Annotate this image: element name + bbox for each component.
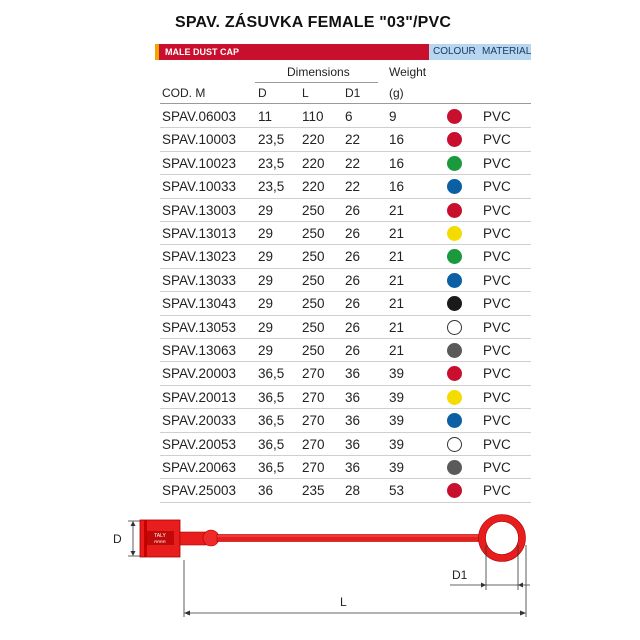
table-row bbox=[0, 293, 640, 316]
row-code: SPAV.13033 bbox=[162, 272, 237, 288]
row-d1: 26 bbox=[345, 249, 361, 265]
weight-header: Weight bbox=[389, 65, 427, 79]
row-code: SPAV.13003 bbox=[162, 202, 237, 218]
table-row bbox=[0, 434, 640, 457]
colour-swatch bbox=[447, 390, 462, 405]
colour-header: COLOUR bbox=[433, 46, 476, 57]
row-code: SPAV.20003 bbox=[162, 366, 237, 382]
row-d1: 36 bbox=[345, 389, 361, 405]
row-code: SPAV.06003 bbox=[162, 109, 237, 124]
row-material: PVC bbox=[483, 155, 511, 171]
row-weight: 21 bbox=[389, 319, 405, 335]
row-divider bbox=[160, 151, 531, 152]
table-row bbox=[0, 270, 640, 293]
row-code: SPAV.13043 bbox=[162, 296, 237, 312]
row-d1: 36 bbox=[345, 460, 361, 475]
tether-strap bbox=[217, 535, 479, 542]
row-d: 36,5 bbox=[258, 460, 285, 475]
row-divider bbox=[160, 244, 531, 245]
table-row bbox=[0, 457, 640, 480]
colour-swatch bbox=[447, 460, 462, 475]
row-material: PVC bbox=[483, 413, 511, 429]
table-row bbox=[0, 223, 640, 246]
colour-swatch bbox=[447, 483, 462, 498]
header-rule bbox=[160, 103, 531, 104]
row-d1: 36 bbox=[345, 413, 361, 429]
colour-swatch bbox=[447, 109, 462, 124]
table-row bbox=[0, 200, 640, 223]
row-d: 36,5 bbox=[258, 436, 285, 452]
row-weight: 21 bbox=[389, 202, 405, 218]
row-l: 250 bbox=[302, 343, 325, 358]
row-d: 11 bbox=[258, 109, 273, 124]
row-l: 220 bbox=[302, 155, 325, 171]
code-header: COD. M bbox=[162, 86, 206, 100]
row-code: SPAV.20033 bbox=[162, 413, 237, 429]
d1-header: D1 bbox=[345, 86, 361, 100]
row-material: PVC bbox=[483, 389, 511, 405]
row-l: 270 bbox=[302, 436, 325, 452]
row-d: 29 bbox=[258, 202, 274, 218]
row-d: 36,5 bbox=[258, 389, 285, 405]
row-material: PVC bbox=[483, 319, 511, 335]
table-row bbox=[0, 387, 640, 410]
row-l: 220 bbox=[302, 132, 325, 148]
dimensions-header: Dimensions bbox=[287, 65, 350, 79]
table-row bbox=[0, 340, 640, 363]
row-weight: 53 bbox=[389, 483, 405, 499]
row-weight: 16 bbox=[389, 179, 405, 195]
row-code: SPAV.13063 bbox=[162, 343, 237, 358]
row-divider bbox=[160, 174, 531, 175]
colour-swatch bbox=[447, 320, 462, 335]
row-l: 270 bbox=[302, 460, 325, 475]
row-d1: 26 bbox=[345, 296, 361, 312]
row-d: 36 bbox=[258, 483, 274, 499]
row-divider bbox=[160, 408, 531, 409]
row-weight: 16 bbox=[389, 155, 405, 171]
row-l: 270 bbox=[302, 413, 325, 429]
row-divider bbox=[160, 385, 531, 386]
row-divider bbox=[160, 455, 531, 456]
row-material: PVC bbox=[483, 272, 511, 288]
table-row bbox=[0, 410, 640, 433]
material-header: MATERIAL bbox=[482, 46, 532, 57]
dimension-l bbox=[184, 545, 526, 617]
row-d1: 22 bbox=[345, 179, 361, 195]
row-weight: 39 bbox=[389, 366, 405, 382]
row-l: 250 bbox=[302, 319, 325, 335]
colour-swatch bbox=[447, 437, 462, 452]
row-weight: 39 bbox=[389, 436, 405, 452]
row-material: PVC bbox=[483, 179, 511, 195]
colour-swatch bbox=[447, 156, 462, 171]
colour-swatch bbox=[447, 226, 462, 241]
page-title: SPAV. ZÁSUVKA FEMALE "03"/PVC bbox=[175, 14, 452, 31]
colour-swatch bbox=[447, 273, 462, 288]
row-l: 110 bbox=[302, 109, 324, 124]
row-d1: 28 bbox=[345, 483, 361, 499]
column-group-header bbox=[429, 44, 531, 60]
row-weight: 21 bbox=[389, 296, 405, 312]
row-material: PVC bbox=[483, 436, 511, 452]
colour-swatch bbox=[447, 413, 462, 428]
colour-swatch bbox=[447, 249, 462, 264]
row-weight: 21 bbox=[389, 226, 405, 241]
row-material: PVC bbox=[483, 343, 511, 358]
row-divider bbox=[160, 127, 531, 128]
row-material: PVC bbox=[483, 296, 511, 312]
l-label: L bbox=[340, 595, 347, 609]
row-l: 270 bbox=[302, 389, 325, 405]
row-material: PVC bbox=[483, 226, 511, 241]
row-code: SPAV.20013 bbox=[162, 389, 237, 405]
d-label: D bbox=[113, 532, 122, 546]
row-d: 23,5 bbox=[258, 179, 285, 195]
row-weight: 39 bbox=[389, 413, 405, 429]
row-d: 29 bbox=[258, 272, 274, 288]
row-d1: 26 bbox=[345, 319, 361, 335]
row-material: PVC bbox=[483, 249, 511, 265]
dust-cap-drawing bbox=[0, 505, 640, 640]
table-row bbox=[0, 317, 640, 340]
row-d1: 26 bbox=[345, 343, 361, 358]
table-row bbox=[0, 363, 640, 386]
row-d1: 26 bbox=[345, 226, 361, 241]
row-divider bbox=[160, 338, 531, 339]
row-code: SPAV.20063 bbox=[162, 460, 237, 475]
row-d: 23,5 bbox=[258, 155, 285, 171]
row-material: PVC bbox=[483, 109, 511, 124]
row-code: SPAV.10003 bbox=[162, 132, 237, 148]
row-d1: 22 bbox=[345, 155, 361, 171]
cap-body bbox=[140, 520, 219, 557]
row-d: 29 bbox=[258, 226, 274, 241]
tether-ring bbox=[479, 515, 526, 562]
row-divider bbox=[160, 502, 531, 503]
row-code: SPAV.13023 bbox=[162, 249, 237, 265]
row-l: 250 bbox=[302, 249, 325, 265]
row-divider bbox=[160, 198, 531, 199]
row-divider bbox=[160, 268, 531, 269]
row-weight: 16 bbox=[389, 132, 405, 148]
l-header: L bbox=[302, 86, 309, 100]
row-l: 220 bbox=[302, 179, 325, 195]
row-code: SPAV.13013 bbox=[162, 226, 237, 241]
row-d1: 26 bbox=[345, 202, 361, 218]
row-material: PVC bbox=[483, 483, 511, 499]
table-row bbox=[0, 246, 640, 269]
dimensions-underline bbox=[255, 82, 378, 83]
row-material: PVC bbox=[483, 202, 511, 218]
colour-swatch bbox=[447, 132, 462, 147]
row-divider bbox=[160, 478, 531, 479]
row-d: 29 bbox=[258, 296, 274, 312]
row-l: 250 bbox=[302, 296, 325, 312]
row-code: SPAV.20053 bbox=[162, 436, 237, 452]
row-material: PVC bbox=[483, 460, 511, 475]
cap-text-top: TALY bbox=[154, 533, 166, 539]
row-material: PVC bbox=[483, 132, 511, 148]
colour-swatch bbox=[447, 203, 462, 218]
table-row bbox=[0, 480, 640, 503]
row-divider bbox=[160, 432, 531, 433]
row-code: SPAV.10033 bbox=[162, 179, 237, 195]
row-divider bbox=[160, 315, 531, 316]
row-material: PVC bbox=[483, 366, 511, 382]
row-weight: 39 bbox=[389, 389, 405, 405]
colour-swatch bbox=[447, 366, 462, 381]
row-code: SPAV.13053 bbox=[162, 319, 237, 335]
row-d: 29 bbox=[258, 343, 274, 358]
row-l: 250 bbox=[302, 226, 325, 241]
category-bar bbox=[155, 44, 531, 60]
colour-swatch bbox=[447, 343, 462, 358]
row-d1: 26 bbox=[345, 272, 361, 288]
d1-label: D1 bbox=[452, 568, 468, 582]
row-code: SPAV.25003 bbox=[162, 483, 237, 499]
category-label: MALE DUST CAP bbox=[155, 44, 429, 60]
row-d: 29 bbox=[258, 249, 274, 265]
colour-swatch bbox=[447, 296, 462, 311]
g-header: (g) bbox=[389, 86, 404, 100]
row-weight: 21 bbox=[389, 249, 405, 265]
row-d: 36,5 bbox=[258, 413, 285, 429]
row-d1: 6 bbox=[345, 109, 353, 124]
row-d: 29 bbox=[258, 319, 274, 335]
row-l: 235 bbox=[302, 483, 325, 499]
row-divider bbox=[160, 291, 531, 292]
table-row bbox=[0, 153, 640, 176]
colour-swatch bbox=[447, 179, 462, 194]
row-weight: 21 bbox=[389, 343, 405, 358]
cap-text-bottom: RRRR bbox=[154, 539, 166, 544]
row-l: 270 bbox=[302, 366, 325, 382]
row-d1: 36 bbox=[345, 366, 361, 382]
d-header: D bbox=[258, 86, 267, 100]
row-weight: 21 bbox=[389, 272, 405, 288]
table-row bbox=[0, 176, 640, 199]
table-row bbox=[0, 129, 640, 152]
row-l: 250 bbox=[302, 272, 325, 288]
row-weight: 39 bbox=[389, 460, 405, 475]
row-divider bbox=[160, 221, 531, 222]
row-l: 250 bbox=[302, 202, 325, 218]
row-d: 36,5 bbox=[258, 366, 285, 382]
row-weight: 9 bbox=[389, 109, 397, 124]
row-code: SPAV.10023 bbox=[162, 155, 237, 171]
row-d: 23,5 bbox=[258, 132, 285, 148]
table-row bbox=[0, 106, 640, 129]
row-d1: 22 bbox=[345, 132, 361, 148]
row-d1: 36 bbox=[345, 436, 361, 452]
row-divider bbox=[160, 361, 531, 362]
